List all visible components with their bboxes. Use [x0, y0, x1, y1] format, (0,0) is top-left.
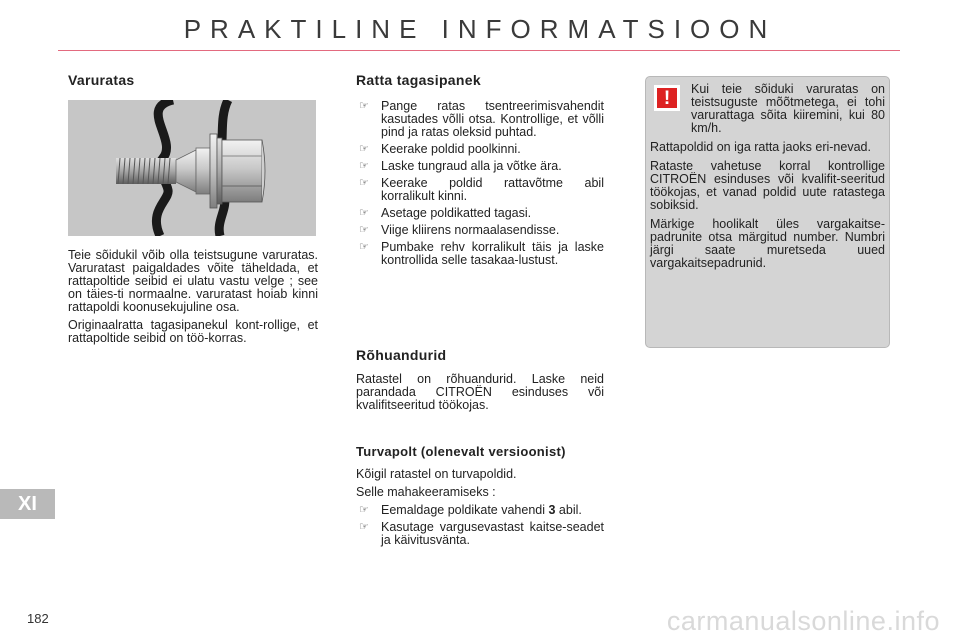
step-text: Laske tungraud alla ja võtke ära. — [381, 159, 562, 173]
step-text: Keerake poldid poolkinni. — [381, 142, 521, 156]
list-item — [356, 241, 604, 267]
list-item — [356, 224, 604, 237]
pointing-hand-icon: ☞ — [359, 504, 369, 516]
title-divider — [58, 50, 900, 51]
pointing-hand-icon: ☞ — [359, 100, 369, 112]
pointing-hand-icon: ☞ — [359, 177, 369, 189]
warning-icon — [654, 85, 680, 111]
page-number: 182 — [27, 611, 49, 626]
note-paragraph: Kui teie sõiduki varuratas on teistsuguste mõõtmetega, ei tohi varurattaga sõita kiiremini, kui 80 km/h. — [691, 82, 885, 135]
step-text: Viige kliirens normaalasendisse. — [381, 223, 560, 237]
varuratas-section — [68, 72, 318, 88]
chapter-label: XI — [18, 492, 37, 515]
step-text: Eemaldage poldikate vahendi — [381, 503, 549, 517]
turvapolt-heading: Turvapolt (olenevalt versioonist) — [356, 444, 566, 459]
list-item — [356, 521, 604, 547]
varuratas-paragraph: Teie sõidukil võib olla teistsugune varuratas. Varuratast paigaldades võite täheldada, et rattapoltide seibid ei ulatu vastu velge ; see on täies-ti normaalne. varuratast hoiab kinni rattapoldi koonusekujuline osa. — [68, 248, 318, 314]
list-item — [356, 100, 604, 139]
wheel-bolt-drawing — [68, 100, 316, 236]
step-text: Pange ratas tsentreerimisvahendit kasutades võlli otsa. Kontrollige, et võlli pind ja ratas oleksid puhtad. — [381, 99, 604, 139]
exclamation-icon: ! — [663, 87, 671, 109]
note-paragraph: Rattapoldid on iga ratta jaoks eri-nevad. — [650, 140, 871, 154]
list-item — [356, 160, 604, 173]
varuratas-paragraph: Originaalratta tagasipanekul kont-rollige, et rattapoltide seibid on töö-korras. — [68, 318, 318, 345]
list-item — [356, 143, 604, 156]
ratta-tagasipanek-section — [356, 72, 604, 271]
pointing-hand-icon: ☞ — [359, 143, 369, 155]
step-text: Kasutage vargusevastast kaitse-seadet ja käivitusvänta. — [381, 520, 604, 547]
step-text: abil. — [555, 503, 582, 517]
turvapolt-line: Kõigil ratastel on turvapoldid. — [356, 467, 517, 481]
pointing-hand-icon: ☞ — [359, 224, 369, 236]
step-text: Asetage poldikatted tagasi. — [381, 206, 532, 220]
varuratas-heading: Varuratas — [68, 72, 135, 88]
turvapolt-steps-list — [356, 504, 604, 547]
note-paragraph: Rataste vahetuse korral kontrollige CITROËN esinduses või kvalifit-seeritud töökojas, et vanad poldid uute ratastega sobiksid. — [650, 159, 885, 212]
ratta-heading: Ratta tagasipanek — [356, 72, 481, 88]
note-paragraph: Märkige hoolikalt üles vargakaitse-padrunite otsa märgitud number. Numbri järgi saate muretseda uued vargakaitsepadrunid. — [650, 217, 885, 270]
turvapolt-line: Selle mahakeeramiseks : — [356, 485, 496, 499]
list-item — [356, 504, 604, 517]
pointing-hand-icon: ☞ — [359, 207, 369, 219]
pointing-hand-icon: ☞ — [359, 160, 369, 172]
rohuandurid-section — [356, 347, 604, 412]
step-text: Keerake poldid rattavõtme abil korralikult kinni. — [381, 176, 604, 203]
wheel-bolt-illustration — [68, 100, 316, 236]
list-item — [356, 177, 604, 203]
rohuandurid-heading: Rõhuandurid — [356, 347, 447, 363]
varuratas-body — [68, 249, 318, 345]
step-text: Pumbake rehv korralikult täis ja laske kontrollida selle tasakaa-lustust. — [381, 240, 604, 267]
watermark: carmanualsonline.info — [666, 606, 940, 636]
tool-number: 3 — [548, 503, 556, 517]
rohuandurid-text: Ratastel on rõhuandurid. Laske neid parandada CITROËN esinduses või kvalifitseeritud töökojas. — [356, 372, 604, 412]
list-item — [356, 207, 604, 220]
turvapolt-section — [356, 444, 604, 551]
warning-note-box — [645, 76, 890, 348]
chapter-tab — [0, 489, 55, 519]
page-title: PRAKTILINE INFORMATSIOON — [183, 14, 777, 44]
ratta-steps-list — [356, 100, 604, 267]
pointing-hand-icon: ☞ — [359, 241, 369, 253]
pointing-hand-icon: ☞ — [359, 521, 369, 533]
